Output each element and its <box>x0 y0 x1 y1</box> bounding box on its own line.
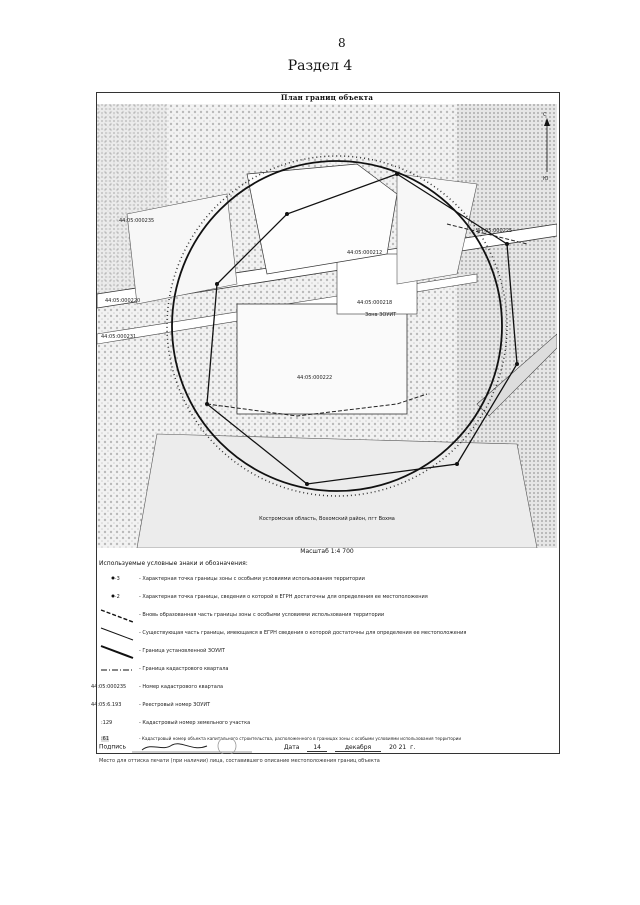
parcel <box>237 304 407 414</box>
legend-symbol: ·2 <box>99 588 135 608</box>
date-label: Дата <box>283 743 300 751</box>
plan-title: План границ объекта <box>280 93 374 102</box>
legend-item-text: - Характерная точка границы зоны с особыми условиями использования территории <box>139 576 365 582</box>
compass-south: Ю <box>543 176 549 182</box>
legend-symbol <box>99 660 135 680</box>
boundary-point <box>205 402 209 406</box>
boundary-point <box>455 462 459 466</box>
parcel <box>127 194 237 304</box>
parcel-label: 44:05:000218 <box>357 300 393 306</box>
legend-item-text: - Вновь образованная часть границы зоны с особыми условиями использования территории <box>139 612 385 618</box>
boundary-point <box>505 242 509 246</box>
boundary-point <box>215 282 219 286</box>
quarter-label: 44:05:000220 <box>105 298 141 304</box>
boundary-point <box>285 212 289 216</box>
legend-item-text: - Номер кадастрового квартала <box>139 684 224 690</box>
quarter-label: 44:05:000212 <box>347 250 383 256</box>
legend-symbol: :129 <box>101 720 113 726</box>
section-title: Раздел 4 <box>287 58 353 74</box>
legend-item-text: - Граница установленной ЗОУИТ <box>139 648 225 654</box>
seal-place-note: Место для оттиска печати (при наличии) лица, составившего описание местоположения границ объекта <box>99 758 380 764</box>
legend-symbol <box>99 642 135 662</box>
quarter-label: 44:05:000222 <box>297 375 333 381</box>
zone-label: Зона ЗОУИТ <box>365 312 397 318</box>
compass-north: С <box>543 112 547 118</box>
page-number: 8 <box>338 36 346 50</box>
legend-symbol: ·3 <box>99 570 135 590</box>
boundary-map <box>97 104 557 548</box>
legend-item-text: - Граница кадастрового квартала <box>139 666 229 672</box>
plan-address: Костромская область, Вохомский район, пгт Вохма <box>259 516 395 522</box>
legend-item-text: - Кадастровый номер объекта капитального строительства, расположенного в границах зоны с особыми условиями использования территории <box>139 736 462 741</box>
boundary-point <box>515 362 519 366</box>
legend-symbol <box>99 606 135 626</box>
legend-item-text: - Характерная точка границы, сведения о которой в ЕГРН достаточны для определения ее местоположения <box>139 594 428 600</box>
quarter-label: 44:05:000231 <box>101 334 137 340</box>
date-month: декабря <box>335 744 381 752</box>
legend-item-text: - Кадастровый номер земельного участка <box>139 720 251 726</box>
legend-title: Используемые условные знаки и обозначения: <box>99 560 248 567</box>
date-day: 14 <box>307 744 327 752</box>
legend-item-text: - Реестровый номер ЗОУИТ <box>139 702 211 708</box>
quarter-label: 44:05:000235 <box>119 218 155 224</box>
legend-item-text: - Существующая часть границы, имеющаяся в ЕГРН сведения о которой достаточны для определения ее местоположения <box>139 630 467 636</box>
legend-symbol: 44:05:6.193 <box>91 702 122 708</box>
legend-symbol <box>99 624 135 644</box>
legend-symbol: :61 <box>101 736 110 742</box>
boundary-point <box>395 172 399 176</box>
boundary-point <box>305 482 309 486</box>
date-year: 20 21 <box>389 743 407 751</box>
handwritten-signature <box>132 740 252 754</box>
signature-label: Подпись <box>99 743 126 751</box>
signature-line <box>99 740 554 754</box>
legend-symbol: 44:05:000235 <box>91 684 127 690</box>
date-year-suffix: г. <box>410 743 416 751</box>
quarter-label: 44:05:000225 <box>477 228 513 234</box>
plan-scale: Масштаб 1:4 700 <box>300 548 354 555</box>
